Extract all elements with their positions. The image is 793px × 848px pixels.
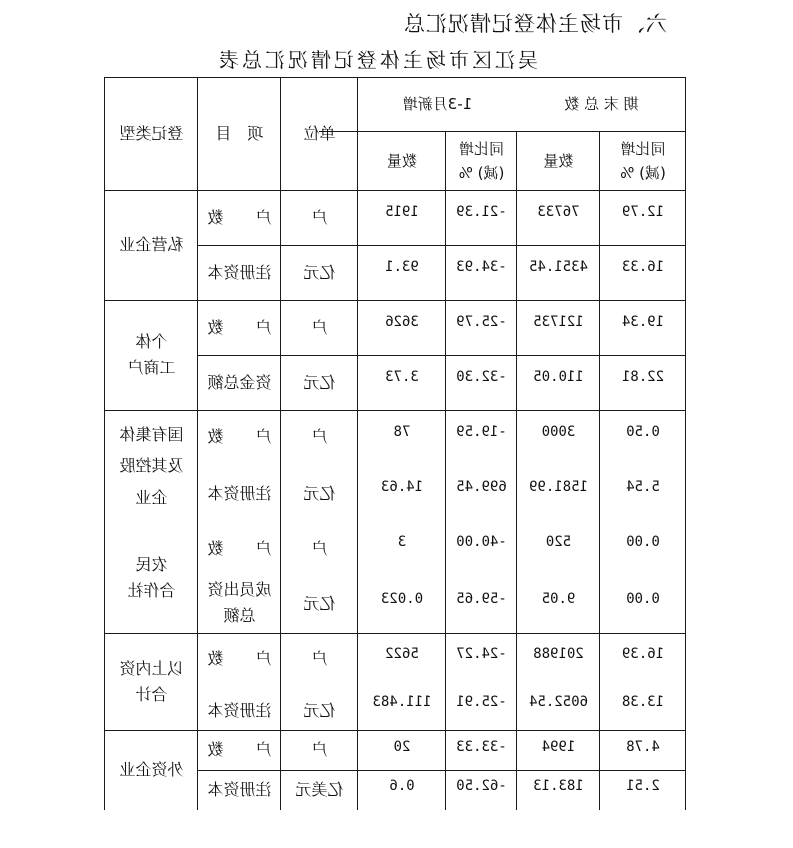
row-new-yoy: -21.39 bbox=[456, 204, 507, 221]
category-individual-line2: 工商户 bbox=[127, 358, 176, 377]
category-private: 私营企业 bbox=[119, 235, 184, 255]
row-end-yoy: 5.54 bbox=[626, 478, 660, 495]
row-end-yoy: 12.79 bbox=[621, 204, 665, 221]
row-new-yoy: -32.30 bbox=[456, 369, 507, 386]
row-unit: 亿元 bbox=[303, 701, 336, 721]
row-end-count: 4351.45 bbox=[529, 259, 589, 276]
row-new-count: 3626 bbox=[385, 314, 419, 331]
category-soe-line3: 企业 bbox=[135, 487, 168, 507]
row-end-count: 1581.99 bbox=[529, 478, 589, 495]
row-item bbox=[198, 575, 281, 631]
section-heading: 六、市场主体登记情况汇总 bbox=[403, 12, 667, 36]
row-end-yoy: 0.00 bbox=[626, 590, 660, 607]
row-unit: 户 bbox=[311, 317, 328, 337]
row-new-count: 78 bbox=[393, 423, 411, 440]
category-individual bbox=[105, 300, 198, 410]
category-domestic-line1: 以上内资 bbox=[119, 658, 184, 678]
row-item: 户 数 bbox=[207, 317, 272, 337]
row-end-count: 121735 bbox=[533, 314, 584, 331]
category-domestic-total bbox=[105, 633, 198, 730]
row-unit: 亿元 bbox=[303, 372, 336, 392]
row-new-count: 14.63 bbox=[380, 478, 424, 495]
row-new-yoy: -62.50 bbox=[456, 777, 507, 794]
category-foreign: 外资企业 bbox=[119, 760, 184, 780]
row-item: 注册资本 bbox=[207, 701, 272, 721]
row-new-yoy: -59.65 bbox=[456, 590, 507, 607]
row-item: 资金总额 bbox=[207, 372, 272, 392]
row-end-yoy: 4.78 bbox=[626, 738, 660, 755]
row-item: 户 数 bbox=[207, 740, 272, 760]
row-unit: 户 bbox=[311, 740, 328, 760]
row-end-count: 110.05 bbox=[533, 369, 584, 386]
row-unit: 户 bbox=[311, 649, 328, 669]
row-new-count: 20 bbox=[393, 738, 411, 755]
row-new-count: 3 bbox=[397, 533, 407, 550]
row-end-count: 76733 bbox=[537, 204, 580, 221]
header-item: 项 目 bbox=[215, 123, 264, 143]
summary-table bbox=[105, 77, 686, 810]
row-new-count: 5622 bbox=[385, 645, 419, 662]
row-end-count: 1994 bbox=[541, 738, 576, 755]
header-end-group: 期 末 总 数 bbox=[564, 95, 639, 113]
row-unit: 户 bbox=[311, 207, 328, 227]
row-new-yoy: 699.45 bbox=[456, 478, 507, 495]
row-end-yoy: 22.81 bbox=[621, 369, 665, 386]
category-coop-line1: 农民 bbox=[135, 555, 168, 575]
row-new-count: 93.1 bbox=[385, 259, 419, 276]
category-soe-line1: 国有集体 bbox=[119, 425, 184, 445]
row-end-yoy: 2.51 bbox=[626, 777, 660, 794]
row-new-yoy: -33.33 bbox=[456, 738, 507, 755]
row-end-count: 201988 bbox=[533, 645, 584, 662]
row-item-line1: 成员出资 bbox=[207, 580, 272, 600]
row-unit: 亿美元 bbox=[295, 780, 344, 800]
header-unit: 单位 bbox=[303, 123, 336, 143]
row-new-count: 111.483 bbox=[372, 693, 432, 710]
row-item: 户 数 bbox=[207, 427, 272, 447]
table-title: 吴江区市场主体登记情况汇总表 bbox=[216, 48, 538, 72]
row-item: 户 数 bbox=[207, 649, 272, 669]
row-new-count: 3.73 bbox=[385, 369, 419, 386]
category-cooperative bbox=[105, 542, 198, 614]
category-individual-line1: 个体 bbox=[135, 332, 168, 352]
row-new-yoy: -24.27 bbox=[456, 645, 507, 662]
category-state-owned bbox=[105, 412, 198, 520]
row-end-yoy: 13.38 bbox=[621, 693, 665, 710]
header-type: 登记类型 bbox=[119, 123, 184, 143]
header-end-yoy bbox=[600, 131, 686, 190]
row-end-count: 3000 bbox=[541, 423, 576, 440]
header-yoy-line1: 同比增 bbox=[459, 139, 505, 158]
category-coop-line2: 合作社 bbox=[127, 581, 176, 600]
header-yoy-line1: 同比增 bbox=[620, 139, 666, 158]
row-new-yoy: -19.59 bbox=[456, 423, 507, 440]
row-unit: 亿元 bbox=[303, 484, 336, 504]
header-new-group: 1-3月新增 bbox=[402, 95, 473, 113]
row-end-count: 520 bbox=[545, 533, 572, 550]
header-new-yoy bbox=[446, 131, 517, 190]
row-end-yoy: 19.34 bbox=[621, 314, 665, 331]
row-item: 户 数 bbox=[207, 539, 272, 559]
row-new-yoy: -34.93 bbox=[456, 259, 507, 276]
row-end-count: 183.13 bbox=[533, 777, 584, 794]
row-unit: 户 bbox=[311, 539, 328, 559]
header-new-count: 数量 bbox=[387, 151, 418, 170]
row-new-count: 0.023 bbox=[380, 590, 424, 607]
row-item: 户 数 bbox=[207, 207, 272, 227]
category-domestic-line2: 合计 bbox=[135, 684, 168, 704]
header-end-count: 数量 bbox=[543, 151, 574, 170]
row-item: 注册资本 bbox=[207, 484, 272, 504]
row-item-line2: 总额 bbox=[223, 606, 256, 625]
row-end-count: 9.05 bbox=[541, 590, 576, 607]
row-item: 注册资本 bbox=[207, 780, 272, 800]
row-new-yoy: -25.91 bbox=[456, 693, 507, 710]
row-end-yoy: 16.39 bbox=[621, 645, 665, 662]
row-end-yoy: 0.50 bbox=[626, 423, 660, 440]
row-end-yoy: 16.33 bbox=[621, 259, 665, 276]
row-new-yoy: -40.00 bbox=[456, 533, 507, 550]
header-yoy-line2: (减) % bbox=[458, 163, 505, 182]
row-new-count: 1915 bbox=[385, 204, 419, 221]
row-new-count: 0.6 bbox=[389, 777, 415, 794]
row-end-count: 6052.54 bbox=[529, 693, 589, 710]
row-item: 注册资本 bbox=[207, 262, 272, 282]
category-soe-line2: 及其控股 bbox=[119, 456, 184, 476]
row-end-yoy: 0.00 bbox=[626, 533, 660, 550]
header-yoy-line2: (减) % bbox=[620, 163, 666, 182]
row-unit: 亿元 bbox=[303, 594, 336, 614]
row-unit: 亿元 bbox=[303, 262, 336, 282]
row-new-yoy: -25.79 bbox=[456, 314, 507, 331]
row-unit: 户 bbox=[311, 427, 328, 447]
